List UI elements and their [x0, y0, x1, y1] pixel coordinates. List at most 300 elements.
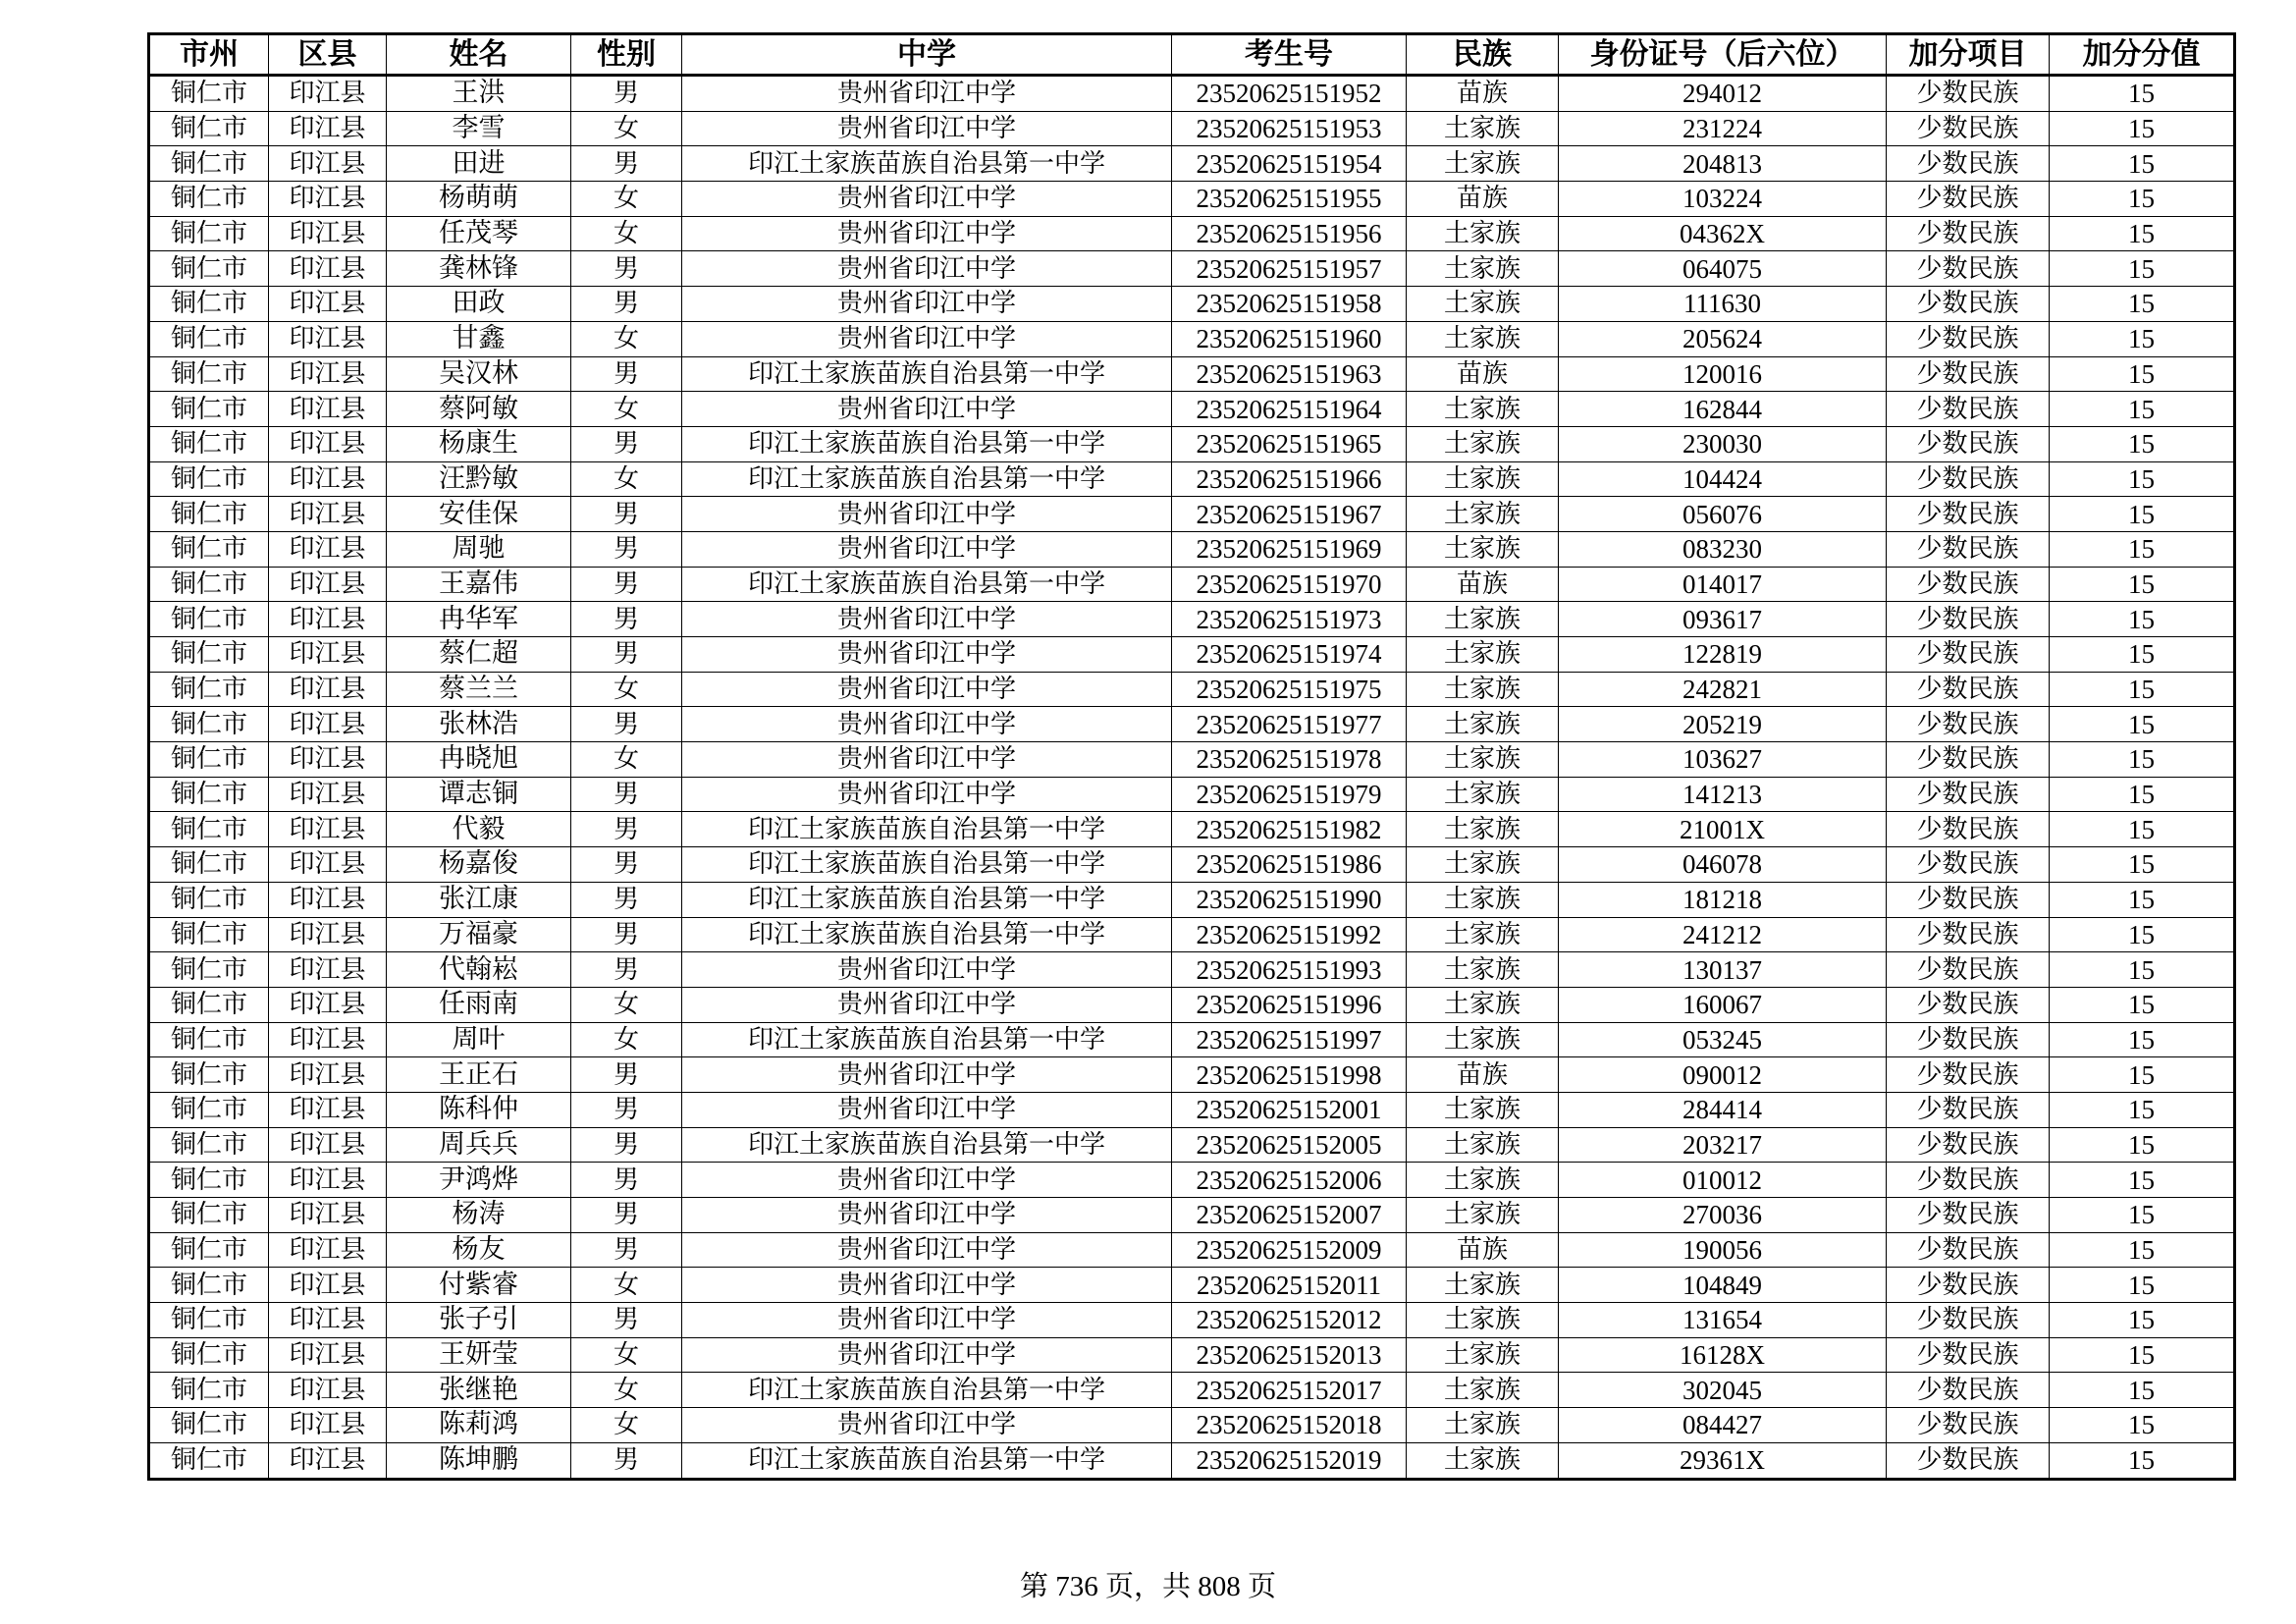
cell-school: 印江土家族苗族自治县第一中学: [682, 461, 1172, 497]
cell-county: 印江县: [269, 356, 387, 392]
table-row: [149, 1022, 2235, 1057]
cell-city: 铜仁市: [149, 461, 269, 497]
cell-bonus-value: 15: [2050, 567, 2235, 602]
cell-ethnicity: 土家族: [1407, 1268, 1559, 1303]
cell-gender: 男: [571, 1127, 682, 1163]
cell-name: 杨嘉俊: [387, 847, 571, 883]
cell-city: 铜仁市: [149, 182, 269, 217]
cell-exam-number: 23520625151966: [1172, 461, 1407, 497]
cell-bonus-item: 少数民族: [1887, 1303, 2050, 1338]
cell-ethnicity: 土家族: [1407, 251, 1559, 287]
cell-exam-number: 23520625151958: [1172, 287, 1407, 322]
table-row: [149, 707, 2235, 742]
cell-name: 周驰: [387, 531, 571, 567]
table-row: [149, 287, 2235, 322]
cell-exam-number: 23520625152013: [1172, 1337, 1407, 1373]
cell-exam-number: 23520625151978: [1172, 742, 1407, 778]
cell-bonus-item: 少数民族: [1887, 567, 2050, 602]
cell-city: 铜仁市: [149, 707, 269, 742]
cell-ethnicity: 土家族: [1407, 1337, 1559, 1373]
cell-bonus-value: 15: [2050, 1268, 2235, 1303]
table-row: [149, 602, 2235, 637]
cell-id-last-six: 204813: [1559, 146, 1887, 182]
cell-exam-number: 23520625151967: [1172, 497, 1407, 532]
cell-county: 印江县: [269, 461, 387, 497]
table-row: [149, 461, 2235, 497]
cell-bonus-value: 15: [2050, 777, 2235, 812]
cell-city: 铜仁市: [149, 321, 269, 356]
cell-bonus-value: 15: [2050, 461, 2235, 497]
cell-city: 铜仁市: [149, 847, 269, 883]
cell-gender: 男: [571, 251, 682, 287]
cell-city: 铜仁市: [149, 497, 269, 532]
cell-ethnicity: 苗族: [1407, 1057, 1559, 1093]
cell-county: 印江县: [269, 1268, 387, 1303]
cell-county: 印江县: [269, 847, 387, 883]
table-row: [149, 182, 2235, 217]
cell-bonus-value: 15: [2050, 111, 2235, 146]
cell-bonus-item: 少数民族: [1887, 251, 2050, 287]
cell-school: 贵州省印江中学: [682, 1092, 1172, 1127]
cell-exam-number: 23520625151960: [1172, 321, 1407, 356]
cell-name: 杨萌萌: [387, 182, 571, 217]
cell-school: 贵州省印江中学: [682, 672, 1172, 707]
cell-exam-number: 23520625151993: [1172, 952, 1407, 988]
cell-exam-number: 23520625151955: [1172, 182, 1407, 217]
cell-ethnicity: 苗族: [1407, 1232, 1559, 1268]
header-id-last-six: 身份证号（后六位）: [1559, 34, 1887, 76]
cell-city: 铜仁市: [149, 1057, 269, 1093]
cell-gender: 男: [571, 356, 682, 392]
cell-city: 铜仁市: [149, 637, 269, 673]
cell-name: 代翰崧: [387, 952, 571, 988]
cell-bonus-item: 少数民族: [1887, 497, 2050, 532]
cell-id-last-six: 010012: [1559, 1163, 1887, 1198]
cell-exam-number: 23520625151979: [1172, 777, 1407, 812]
cell-name: 蔡阿敏: [387, 392, 571, 427]
cell-ethnicity: 土家族: [1407, 1442, 1559, 1479]
cell-gender: 男: [571, 76, 682, 112]
cell-county: 印江县: [269, 1303, 387, 1338]
cell-bonus-value: 15: [2050, 1057, 2235, 1093]
cell-county: 印江县: [269, 1057, 387, 1093]
cell-bonus-item: 少数民族: [1887, 182, 2050, 217]
cell-ethnicity: 土家族: [1407, 917, 1559, 952]
cell-city: 铜仁市: [149, 742, 269, 778]
cell-name: 尹鸿烨: [387, 1163, 571, 1198]
cell-id-last-six: 302045: [1559, 1373, 1887, 1408]
header-row: [149, 34, 2235, 76]
cell-city: 铜仁市: [149, 356, 269, 392]
cell-city: 铜仁市: [149, 76, 269, 112]
cell-bonus-value: 15: [2050, 287, 2235, 322]
cell-school: 印江土家族苗族自治县第一中学: [682, 917, 1172, 952]
header-bonus-value: 加分分值: [2050, 34, 2235, 76]
cell-gender: 男: [571, 847, 682, 883]
cell-city: 铜仁市: [149, 1442, 269, 1479]
cell-id-last-six: 294012: [1559, 76, 1887, 112]
cell-school: 贵州省印江中学: [682, 1303, 1172, 1338]
cell-ethnicity: 土家族: [1407, 707, 1559, 742]
cell-name: 汪黔敏: [387, 461, 571, 497]
cell-exam-number: 23520625152018: [1172, 1408, 1407, 1443]
cell-gender: 男: [571, 1442, 682, 1479]
cell-gender: 男: [571, 812, 682, 847]
cell-ethnicity: 土家族: [1407, 777, 1559, 812]
cell-city: 铜仁市: [149, 1337, 269, 1373]
cell-exam-number: 23520625151998: [1172, 1057, 1407, 1093]
table-row: [149, 987, 2235, 1022]
cell-bonus-value: 15: [2050, 1198, 2235, 1233]
cell-ethnicity: 土家族: [1407, 637, 1559, 673]
cell-city: 铜仁市: [149, 1303, 269, 1338]
cell-school: 贵州省印江中学: [682, 1057, 1172, 1093]
table-row: [149, 1057, 2235, 1093]
header-school: 中学: [682, 34, 1172, 76]
cell-ethnicity: 土家族: [1407, 392, 1559, 427]
cell-gender: 女: [571, 1373, 682, 1408]
cell-ethnicity: 土家族: [1407, 426, 1559, 461]
cell-county: 印江县: [269, 567, 387, 602]
cell-exam-number: 23520625151975: [1172, 672, 1407, 707]
cell-exam-number: 23520625152001: [1172, 1092, 1407, 1127]
cell-ethnicity: 土家族: [1407, 1092, 1559, 1127]
cell-bonus-item: 少数民族: [1887, 742, 2050, 778]
table-row: [149, 672, 2235, 707]
cell-bonus-item: 少数民族: [1887, 847, 2050, 883]
cell-gender: 男: [571, 146, 682, 182]
cell-name: 王洪: [387, 76, 571, 112]
cell-school: 贵州省印江中学: [682, 1268, 1172, 1303]
cell-city: 铜仁市: [149, 602, 269, 637]
cell-school: 贵州省印江中学: [682, 111, 1172, 146]
cell-county: 印江县: [269, 637, 387, 673]
cell-school: 印江土家族苗族自治县第一中学: [682, 847, 1172, 883]
cell-name: 付紫睿: [387, 1268, 571, 1303]
cell-gender: 女: [571, 1408, 682, 1443]
cell-id-last-six: 111630: [1559, 287, 1887, 322]
cell-bonus-item: 少数民族: [1887, 1373, 2050, 1408]
cell-county: 印江县: [269, 111, 387, 146]
cell-bonus-value: 15: [2050, 1408, 2235, 1443]
cell-bonus-value: 15: [2050, 392, 2235, 427]
cell-bonus-item: 少数民族: [1887, 111, 2050, 146]
cell-name: 龚林锋: [387, 251, 571, 287]
table-row: [149, 637, 2235, 673]
cell-name: 田进: [387, 146, 571, 182]
cell-bonus-value: 15: [2050, 426, 2235, 461]
cell-bonus-item: 少数民族: [1887, 1198, 2050, 1233]
cell-exam-number: 23520625152019: [1172, 1442, 1407, 1479]
cell-city: 铜仁市: [149, 1163, 269, 1198]
cell-id-last-six: 084427: [1559, 1408, 1887, 1443]
cell-county: 印江县: [269, 287, 387, 322]
cell-gender: 男: [571, 917, 682, 952]
cell-bonus-item: 少数民族: [1887, 1337, 2050, 1373]
cell-name: 代毅: [387, 812, 571, 847]
cell-bonus-value: 15: [2050, 1127, 2235, 1163]
cell-city: 铜仁市: [149, 672, 269, 707]
cell-ethnicity: 土家族: [1407, 111, 1559, 146]
cell-school: 贵州省印江中学: [682, 637, 1172, 673]
cell-exam-number: 23520625151954: [1172, 146, 1407, 182]
cell-bonus-item: 少数民族: [1887, 1163, 2050, 1198]
cell-city: 铜仁市: [149, 1127, 269, 1163]
cell-name: 张继艳: [387, 1373, 571, 1408]
cell-exam-number: 23520625151952: [1172, 76, 1407, 112]
cell-city: 铜仁市: [149, 146, 269, 182]
cell-name: 周叶: [387, 1022, 571, 1057]
cell-ethnicity: 土家族: [1407, 1163, 1559, 1198]
cell-name: 周兵兵: [387, 1127, 571, 1163]
cell-bonus-value: 15: [2050, 216, 2235, 251]
cell-county: 印江县: [269, 777, 387, 812]
cell-county: 印江县: [269, 216, 387, 251]
cell-id-last-six: 205219: [1559, 707, 1887, 742]
table-row: [149, 392, 2235, 427]
table-row: [149, 426, 2235, 461]
table-row: [149, 531, 2235, 567]
cell-name: 李雪: [387, 111, 571, 146]
cell-county: 印江县: [269, 1022, 387, 1057]
cell-bonus-value: 15: [2050, 531, 2235, 567]
cell-bonus-value: 15: [2050, 742, 2235, 778]
cell-name: 张子引: [387, 1303, 571, 1338]
cell-gender: 男: [571, 497, 682, 532]
cell-bonus-item: 少数民族: [1887, 461, 2050, 497]
cell-bonus-item: 少数民族: [1887, 987, 2050, 1022]
table-row: [149, 1408, 2235, 1443]
bonus-points-table: [147, 32, 2236, 1481]
cell-city: 铜仁市: [149, 1268, 269, 1303]
cell-county: 印江县: [269, 1198, 387, 1233]
cell-county: 印江县: [269, 146, 387, 182]
cell-city: 铜仁市: [149, 987, 269, 1022]
cell-name: 陈莉鸿: [387, 1408, 571, 1443]
cell-ethnicity: 土家族: [1407, 287, 1559, 322]
cell-school: 贵州省印江中学: [682, 1337, 1172, 1373]
cell-city: 铜仁市: [149, 1198, 269, 1233]
cell-name: 谭志铜: [387, 777, 571, 812]
cell-gender: 男: [571, 287, 682, 322]
table-row: [149, 567, 2235, 602]
cell-name: 冉晓旭: [387, 742, 571, 778]
cell-city: 铜仁市: [149, 426, 269, 461]
cell-city: 铜仁市: [149, 1232, 269, 1268]
cell-exam-number: 23520625151970: [1172, 567, 1407, 602]
cell-bonus-item: 少数民族: [1887, 531, 2050, 567]
cell-id-last-six: 131654: [1559, 1303, 1887, 1338]
cell-bonus-item: 少数民族: [1887, 146, 2050, 182]
cell-exam-number: 23520625151982: [1172, 812, 1407, 847]
cell-county: 印江县: [269, 1163, 387, 1198]
table-row: [149, 847, 2235, 883]
cell-ethnicity: 土家族: [1407, 1373, 1559, 1408]
cell-gender: 男: [571, 1198, 682, 1233]
cell-gender: 女: [571, 742, 682, 778]
cell-id-last-six: 241212: [1559, 917, 1887, 952]
table-row: [149, 1373, 2235, 1408]
cell-name: 任茂琴: [387, 216, 571, 251]
cell-exam-number: 23520625151986: [1172, 847, 1407, 883]
cell-exam-number: 23520625152006: [1172, 1163, 1407, 1198]
cell-school: 印江土家族苗族自治县第一中学: [682, 426, 1172, 461]
cell-county: 印江县: [269, 672, 387, 707]
cell-id-last-six: 230030: [1559, 426, 1887, 461]
table-row: [149, 1303, 2235, 1338]
cell-exam-number: 23520625151990: [1172, 882, 1407, 917]
cell-school: 印江土家族苗族自治县第一中学: [682, 567, 1172, 602]
cell-id-last-six: 16128X: [1559, 1337, 1887, 1373]
table-row: [149, 777, 2235, 812]
cell-gender: 女: [571, 1337, 682, 1373]
cell-school: 印江土家族苗族自治县第一中学: [682, 1022, 1172, 1057]
cell-ethnicity: 土家族: [1407, 602, 1559, 637]
cell-bonus-item: 少数民族: [1887, 1057, 2050, 1093]
cell-id-last-six: 130137: [1559, 952, 1887, 988]
cell-bonus-value: 15: [2050, 1092, 2235, 1127]
cell-bonus-item: 少数民族: [1887, 1408, 2050, 1443]
cell-name: 王妍莹: [387, 1337, 571, 1373]
cell-bonus-value: 15: [2050, 952, 2235, 988]
cell-name: 万福豪: [387, 917, 571, 952]
cell-bonus-value: 15: [2050, 1232, 2235, 1268]
cell-ethnicity: 土家族: [1407, 321, 1559, 356]
header-exam-number: 考生号: [1172, 34, 1407, 76]
cell-county: 印江县: [269, 1442, 387, 1479]
cell-exam-number: 23520625151956: [1172, 216, 1407, 251]
cell-bonus-item: 少数民族: [1887, 1092, 2050, 1127]
cell-exam-number: 23520625151992: [1172, 917, 1407, 952]
cell-school: 印江土家族苗族自治县第一中学: [682, 882, 1172, 917]
cell-city: 铜仁市: [149, 952, 269, 988]
cell-exam-number: 23520625152012: [1172, 1303, 1407, 1338]
cell-bonus-item: 少数民族: [1887, 216, 2050, 251]
header-name: 姓名: [387, 34, 571, 76]
cell-exam-number: 23520625151974: [1172, 637, 1407, 673]
cell-id-last-six: 162844: [1559, 392, 1887, 427]
cell-school: 贵州省印江中学: [682, 742, 1172, 778]
header-ethnicity: 民族: [1407, 34, 1559, 76]
cell-bonus-item: 少数民族: [1887, 1442, 2050, 1479]
header-gender: 性别: [571, 34, 682, 76]
table-row: [149, 882, 2235, 917]
cell-ethnicity: 苗族: [1407, 356, 1559, 392]
cell-gender: 女: [571, 461, 682, 497]
table-row: [149, 1092, 2235, 1127]
cell-gender: 男: [571, 882, 682, 917]
cell-county: 印江县: [269, 882, 387, 917]
cell-bonus-item: 少数民族: [1887, 637, 2050, 673]
cell-id-last-six: 203217: [1559, 1127, 1887, 1163]
cell-exam-number: 23520625151957: [1172, 251, 1407, 287]
table-row: [149, 146, 2235, 182]
cell-city: 铜仁市: [149, 567, 269, 602]
cell-city: 铜仁市: [149, 882, 269, 917]
cell-id-last-six: 231224: [1559, 111, 1887, 146]
cell-exam-number: 23520625152007: [1172, 1198, 1407, 1233]
cell-name: 吴汉林: [387, 356, 571, 392]
cell-school: 贵州省印江中学: [682, 531, 1172, 567]
cell-school: 印江土家族苗族自治县第一中学: [682, 812, 1172, 847]
cell-county: 印江县: [269, 1232, 387, 1268]
cell-bonus-value: 15: [2050, 672, 2235, 707]
cell-ethnicity: 土家族: [1407, 672, 1559, 707]
cell-id-last-six: 103627: [1559, 742, 1887, 778]
table-row: [149, 1198, 2235, 1233]
table-row: [149, 1442, 2235, 1479]
cell-bonus-item: 少数民族: [1887, 1022, 2050, 1057]
cell-bonus-value: 15: [2050, 1163, 2235, 1198]
cell-id-last-six: 103224: [1559, 182, 1887, 217]
cell-bonus-item: 少数民族: [1887, 777, 2050, 812]
cell-exam-number: 23520625151996: [1172, 987, 1407, 1022]
cell-id-last-six: 21001X: [1559, 812, 1887, 847]
cell-name: 安佳保: [387, 497, 571, 532]
cell-county: 印江县: [269, 531, 387, 567]
cell-city: 铜仁市: [149, 1022, 269, 1057]
cell-gender: 男: [571, 1232, 682, 1268]
cell-exam-number: 23520625151973: [1172, 602, 1407, 637]
cell-ethnicity: 土家族: [1407, 1022, 1559, 1057]
cell-county: 印江县: [269, 76, 387, 112]
cell-ethnicity: 土家族: [1407, 461, 1559, 497]
cell-id-last-six: 29361X: [1559, 1442, 1887, 1479]
table-row: [149, 917, 2235, 952]
cell-name: 陈坤鹏: [387, 1442, 571, 1479]
cell-bonus-value: 15: [2050, 637, 2235, 673]
cell-school: 贵州省印江中学: [682, 76, 1172, 112]
table-body: [149, 76, 2235, 1480]
cell-bonus-item: 少数民族: [1887, 952, 2050, 988]
cell-school: 贵州省印江中学: [682, 392, 1172, 427]
cell-county: 印江县: [269, 182, 387, 217]
cell-name: 杨康生: [387, 426, 571, 461]
cell-school: 贵州省印江中学: [682, 1163, 1172, 1198]
cell-exam-number: 23520625151969: [1172, 531, 1407, 567]
cell-bonus-value: 15: [2050, 602, 2235, 637]
cell-name: 甘鑫: [387, 321, 571, 356]
cell-school: 贵州省印江中学: [682, 216, 1172, 251]
cell-name: 冉华军: [387, 602, 571, 637]
cell-gender: 男: [571, 707, 682, 742]
cell-ethnicity: 土家族: [1407, 216, 1559, 251]
cell-gender: 女: [571, 216, 682, 251]
header-county: 区县: [269, 34, 387, 76]
cell-exam-number: 23520625152005: [1172, 1127, 1407, 1163]
cell-id-last-six: 284414: [1559, 1092, 1887, 1127]
cell-id-last-six: 181218: [1559, 882, 1887, 917]
cell-city: 铜仁市: [149, 287, 269, 322]
table-row: [149, 1163, 2235, 1198]
cell-gender: 男: [571, 567, 682, 602]
cell-gender: 男: [571, 602, 682, 637]
cell-school: 印江土家族苗族自治县第一中学: [682, 146, 1172, 182]
cell-bonus-value: 15: [2050, 76, 2235, 112]
header-bonus-item: 加分项目: [1887, 34, 2050, 76]
table-row: [149, 216, 2235, 251]
cell-bonus-value: 15: [2050, 1337, 2235, 1373]
cell-city: 铜仁市: [149, 917, 269, 952]
cell-school: 印江土家族苗族自治县第一中学: [682, 1373, 1172, 1408]
cell-school: 贵州省印江中学: [682, 707, 1172, 742]
cell-gender: 女: [571, 321, 682, 356]
cell-bonus-value: 15: [2050, 1442, 2235, 1479]
cell-bonus-item: 少数民族: [1887, 76, 2050, 112]
cell-county: 印江县: [269, 1127, 387, 1163]
cell-id-last-six: 104424: [1559, 461, 1887, 497]
cell-id-last-six: 242821: [1559, 672, 1887, 707]
